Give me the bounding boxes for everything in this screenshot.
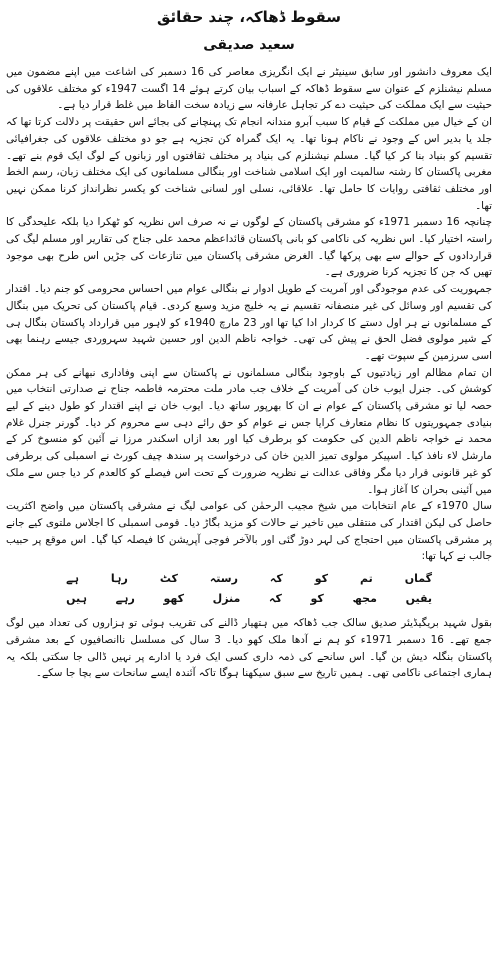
- paragraph: ان تمام مظالم اور زیادتیوں کے باوجود بنگالی مسلمانوں نے پاکستان سے اپنی وفاداری نبھانے کی ہر ممکن کوشش کی۔ جنرل ایوب خان کی آمریت کے خلاف جب مادر ملت محترمہ فاطمہ جناح نے صدارتی انتخاب میں حصہ لیا تو مشرقی پاکستان کے عوام نے ان کا بھرپور ساتھ دیا۔ ایوب خان نے اپنے اقتدار کو طول دینے کے لیے بنیادی جمہوریتوں کا نظام متعارف کرایا جس نے عوام کو حق رائے دہی سے محروم کر دیا۔ گورنر جنرل غلام محمد نے خواجہ ناظم الدین کی حکومت کو برطرف کیا اور بعد ازاں اسکندر مرزا نے آئین کو منسوخ کر کے مارشل لاء نافذ کیا۔ اسپیکر مولوی تمیز الدین خان کی درخواست پر سندھ چیف کورٹ نے اسمبلی کی برطرفی کو غیر قانونی قرار دیا مگر وفاقی عدالت نے نظریہ ضرورت کے تحت اس فیصلے کو کالعدم کر دیا جس سے ملک میں آئینی بحران کا آغاز ہوا۔: [6, 366, 492, 496]
- verse-word: رہے: [115, 592, 135, 606]
- verse-word: کو: [310, 592, 324, 606]
- verse-word: یقیں: [405, 592, 432, 606]
- verse-word: رستہ: [209, 572, 238, 586]
- verse-word: ہے: [66, 572, 79, 586]
- paragraph: ان کے خیال میں مملکت کے قیام کا سبب آبرو مندانہ انجام تک پہنچانے کی بجائے اس حقیقت پر دلالت کرتا تھا کہ جلد یا بدیر اس کے وجود نے ناکام ہونا تھا۔ یہ ایک گمراہ کن تجزیہ ہے جو دو مختلف علاقوں کی جغرافیائی تقسیم کو بنیاد بنا کر کیا گیا۔ مسلم نیشنلزم کی بنیاد پر مختلف ثقافتوں اور زبانوں کے لوگ ایک قوم بنے تھے۔ مغربی پاکستان کا رشتہ سالمیت اور ایک اسلامی شناخت اور بنگالی مسلمانوں کی ایک مختلف زبان، رسم الخط اور مختلف ثقافتی روایات کا حامل تھا۔ علاقائی، نسلی اور لسانی شناخت کو یکسر نظرانداز کرنا ممکن نہیں تھا۔: [6, 116, 492, 212]
- verse-line-2: [66, 589, 432, 609]
- paragraph: جمہوریت کی عدم موجودگی اور آمریت کے طویل ادوار نے بنگالی عوام میں احساس محرومی کو جنم دیا۔ اقتدار کی تقسیم اور وسائل کی غیر منصفانہ تقسیم نے یہ خلیج مزید وسیع کردی۔ قیام پاکستان کی تحریک میں بنگال کے مسلمانوں نے ہر اول دستے کا کردار ادا کیا تھا اور 23 مارچ 1940ء کو لاہور میں قرارداد پاکستان بنگال ہی کے شیر مولوی فضل الحق نے پیش کی تھی۔ خواجہ ناظم الدین اور حسین شہید سہروردی جیسے رہنما بھی اسی سرزمین کے سپوت تھے۔: [6, 283, 492, 362]
- closing-paragraph: بقول شہید بریگیڈیئر صدیق سالک جب ڈھاکہ میں ہتھیار ڈالنے کی تقریب ہوئی تو ہزاروں کی تعداد میں لوگ جمع تھے۔ 16 دسمبر 1971ء کو ہم نے آدھا ملک کھو دیا۔ 3 سال کی مسلسل ناانصافیوں کے بعد مشرقی پاکستان بنگلہ دیش بن گیا۔ اس سانحے کی ذمہ داری کسی ایک فرد یا ادارے پر نہیں ڈالی جا سکتی بلکہ یہ ہماری اجتماعی ناکامی تھی۔ ہمیں تاریخ سے سبق سیکھنا ہوگا تاکہ آئندہ ایسے سانحات سے بچا جا سکے۔: [6, 617, 492, 680]
- verse-word: رہا: [110, 572, 128, 586]
- article-title: سقوط ڈھاکہ، چند حقائق: [156, 8, 342, 26]
- verse-line-1: [66, 569, 432, 589]
- author-byline: سعید صدیقی: [203, 37, 295, 53]
- paragraph: چنانچہ 16 دسمبر 1971ء کو مشرقی پاکستان کے لوگوں نے نہ صرف اس نظریہ کو ٹھکرا دیا بلکہ علیحدگی کا راستہ اختیار کیا۔ اس نظریہ کی ناکامی کو بانی پاکستان قائداعظم محمد علی جناح کی تقاریر اور مسلم لیگ کی قراردادوں کے حوالے سے بھی پرکھا گیا۔ الغرض مشرقی پاکستان میں تنازعات کی جڑیں اس طرح بھی موجود تھیں کہ جن کا تجزیہ کرنا ضروری ہے۔: [6, 216, 492, 279]
- verse-word: گماں: [404, 572, 432, 586]
- paragraph: سال 1970ء کے عام انتخابات میں شیخ مجیب الرحمٰن کی عوامی لیگ نے مشرقی پاکستان میں واضح اکثریت حاصل کی لیکن اقتدار کی منتقلی میں تاخیر نے حالات کو مزید بگاڑ دیا۔ قومی اسمبلی کا اجلاس ملتوی کیے جانے پر مشرقی پاکستان میں احتجاج کی لہر دوڑ گئی اور بالآخر فوجی آپریشن کا فیصلہ کیا گیا۔ اس موقع پر حبیب جالب نے کہا تھا:: [6, 500, 492, 563]
- verse-word: ہیں: [66, 592, 87, 606]
- verse-word: کھو: [163, 592, 185, 606]
- verse-word: کہ: [269, 572, 283, 586]
- verse-word: کو: [314, 572, 328, 586]
- poem-verse: [6, 569, 492, 609]
- verse-word: کٹ: [159, 572, 178, 586]
- verse-word: کہ: [269, 592, 282, 606]
- verse-word: تم: [359, 572, 373, 586]
- article-body: [6, 64, 492, 565]
- paragraph: ایک معروف دانشور اور سابق سینیٹر نے ایک انگریزی معاصر کی 16 دسمبر کی اشاعت میں اپنے مضمون میں مسلم نیشنلزم کے عنوان سے سقوط ڈھاکہ کے اسباب بیان کرتے ہوئے 14 اگست 1947ء کو مختلف علاقوں کی حیثیت سے ایک مملکت کی حیثیت دے کر تجاہل عارفانہ سے زیادہ سخت الفاظ میں غلط قرار دیا ہے۔: [6, 66, 493, 112]
- verse-word: منزل: [212, 592, 241, 606]
- verse-word: مجھ: [352, 592, 377, 606]
